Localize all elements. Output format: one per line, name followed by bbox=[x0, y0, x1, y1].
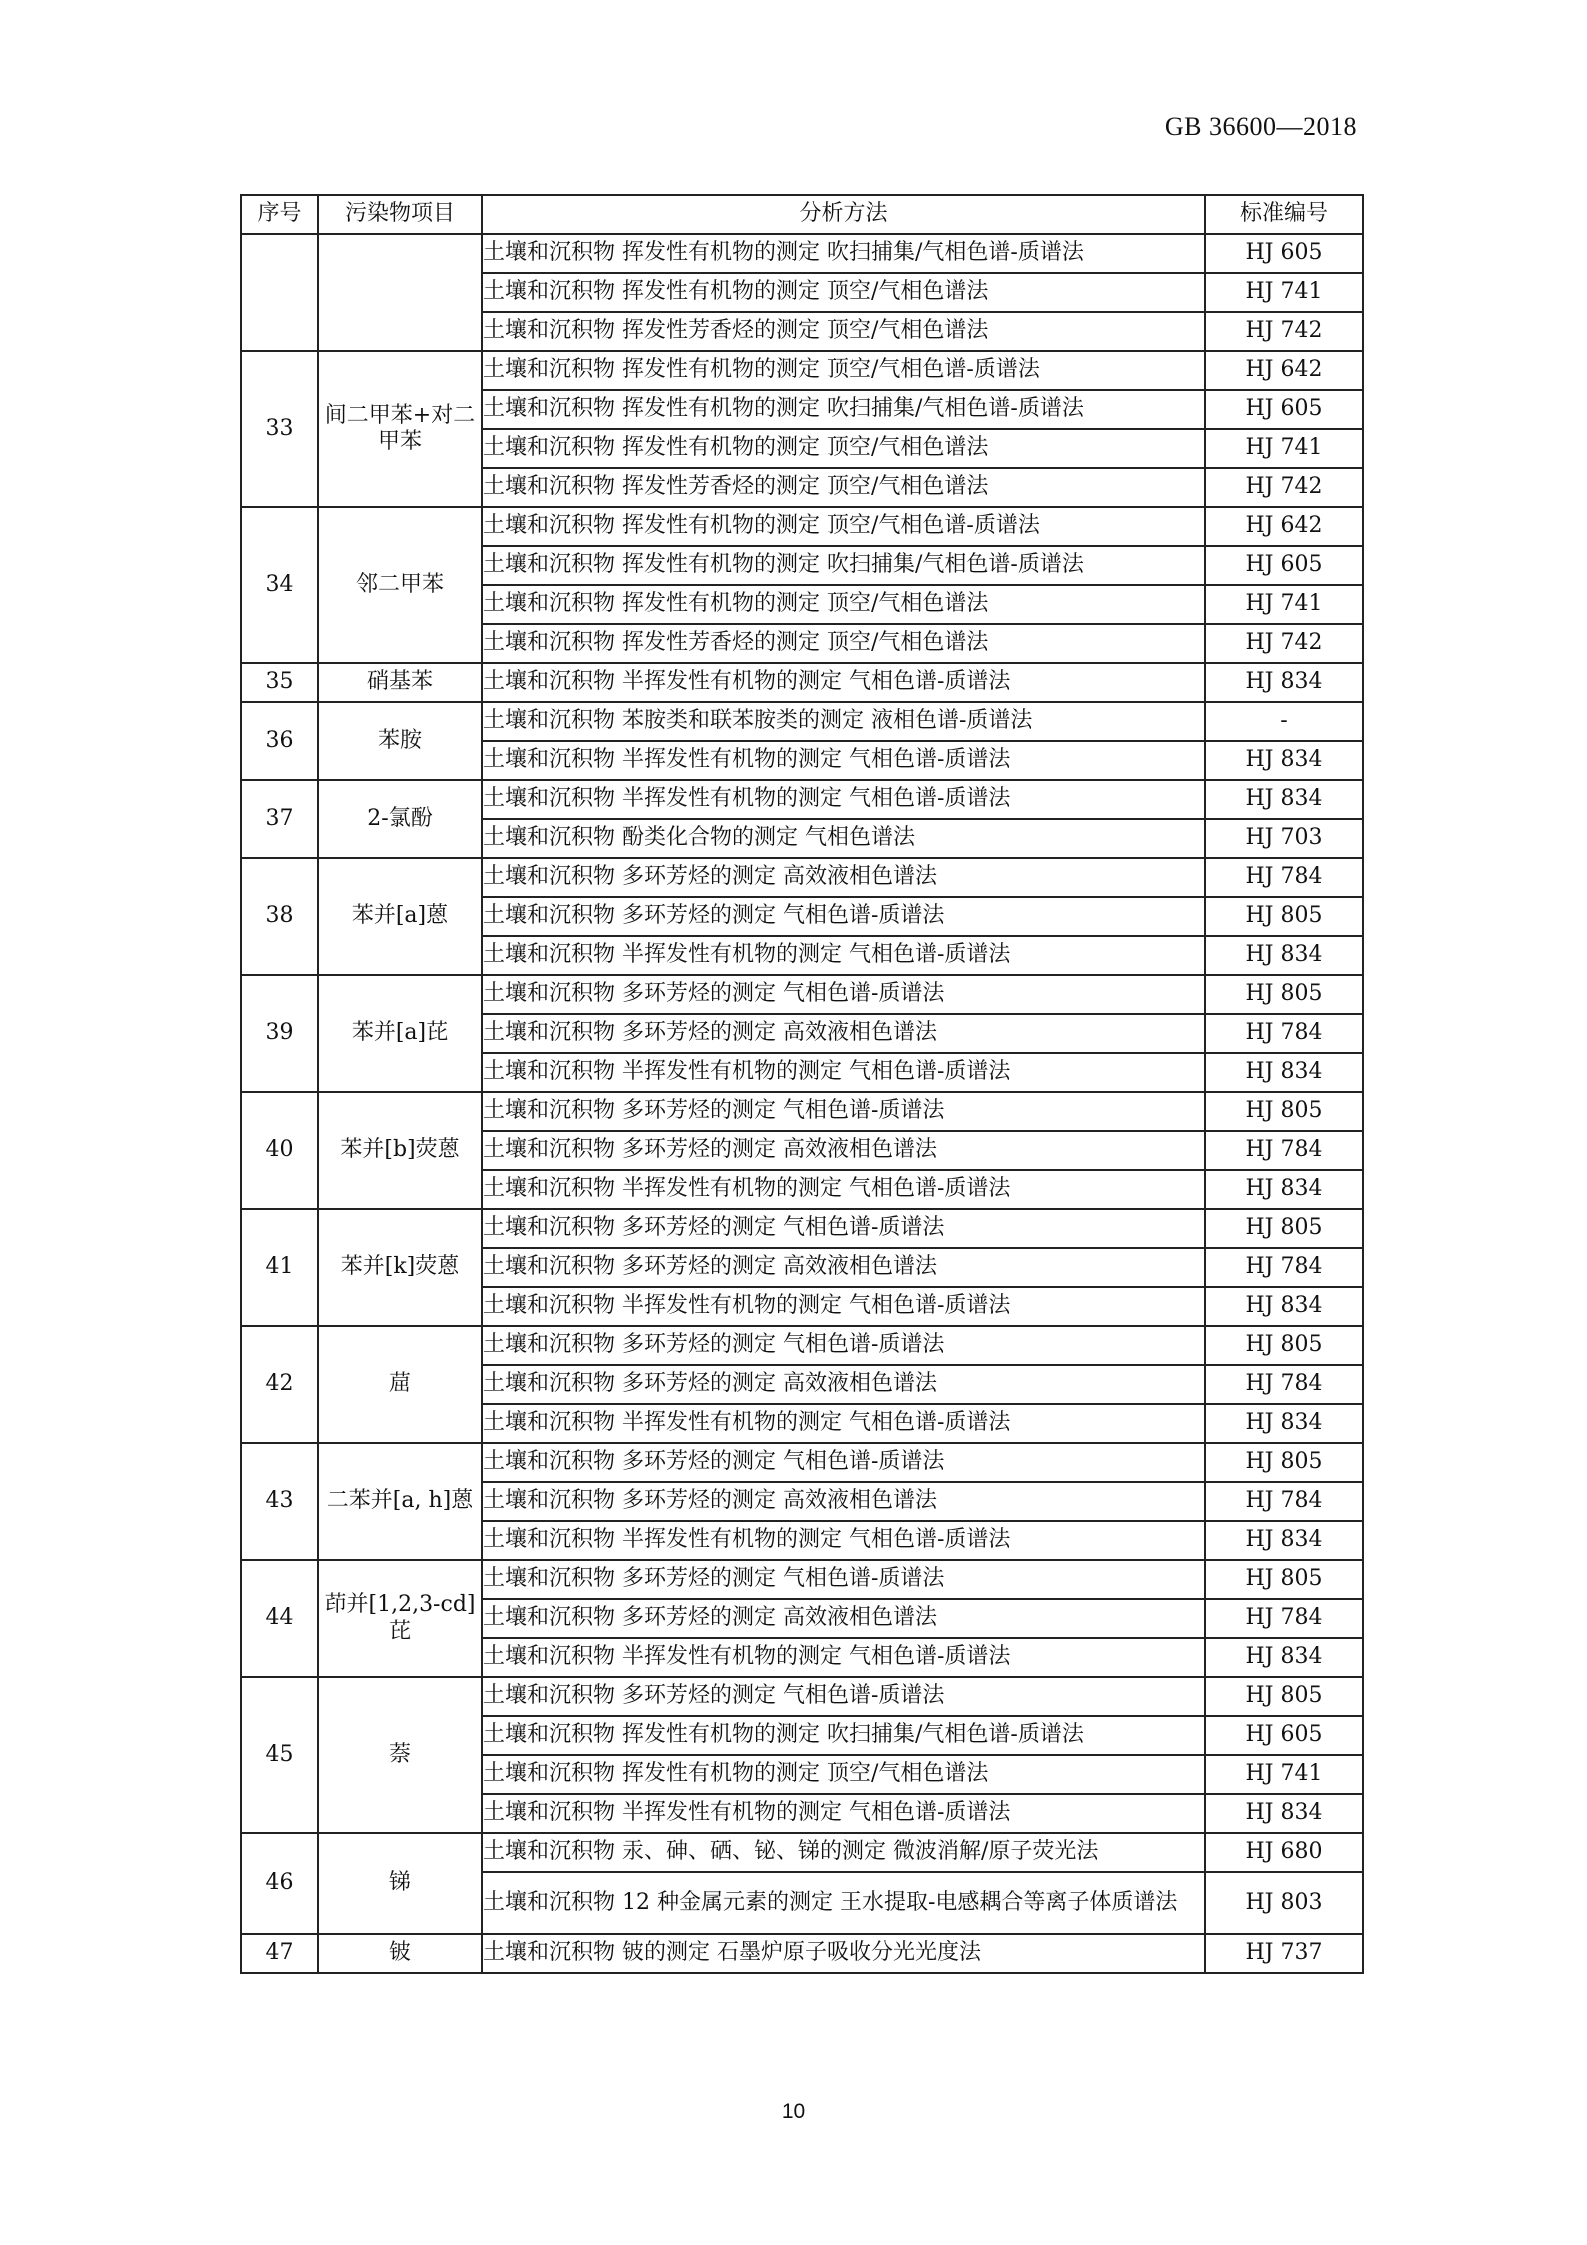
standard-code-cell: HJ 805 bbox=[1205, 975, 1363, 1014]
pollutant-item-cell: 苯并[b]荧蒽 bbox=[318, 1092, 482, 1209]
analysis-method-cell: 土壤和沉积物 挥发性芳香烃的测定 顶空/气相色谱法 bbox=[482, 624, 1205, 663]
standard-code-cell: HJ 834 bbox=[1205, 1287, 1363, 1326]
serial-number-cell: 44 bbox=[241, 1560, 318, 1677]
standard-code-cell: HJ 642 bbox=[1205, 507, 1363, 546]
pollutant-item-cell: 苯胺 bbox=[318, 702, 482, 780]
standard-code-cell: HJ 834 bbox=[1205, 1053, 1363, 1092]
standard-code-cell: HJ 805 bbox=[1205, 897, 1363, 936]
document-code: GB 36600—2018 bbox=[1164, 112, 1357, 141]
standard-code-cell: HJ 737 bbox=[1205, 1934, 1363, 1973]
analysis-method-cell: 土壤和沉积物 多环芳烃的测定 气相色谱-质谱法 bbox=[482, 1326, 1205, 1365]
table-row bbox=[241, 663, 1363, 702]
analysis-method-cell: 土壤和沉积物 多环芳烃的测定 高效液相色谱法 bbox=[482, 1482, 1205, 1521]
pollutant-item-cell: 邻二甲苯 bbox=[318, 507, 482, 663]
table-row bbox=[241, 780, 1363, 819]
analysis-method-cell: 土壤和沉积物 半挥发性有机物的测定 气相色谱-质谱法 bbox=[482, 1287, 1205, 1326]
analysis-method-cell: 土壤和沉积物 铍的测定 石墨炉原子吸收分光光度法 bbox=[482, 1934, 1205, 1973]
analysis-method-cell: 土壤和沉积物 挥发性有机物的测定 吹扫捕集/气相色谱-质谱法 bbox=[482, 234, 1205, 273]
analysis-method-cell: 土壤和沉积物 挥发性芳香烃的测定 顶空/气相色谱法 bbox=[482, 312, 1205, 351]
serial-number-cell: 35 bbox=[241, 663, 318, 702]
analysis-method-cell: 土壤和沉积物 酚类化合物的测定 气相色谱法 bbox=[482, 819, 1205, 858]
serial-number-cell: 36 bbox=[241, 702, 318, 780]
standard-code-cell: HJ 741 bbox=[1205, 273, 1363, 312]
table-row bbox=[241, 1443, 1363, 1482]
table-row bbox=[241, 702, 1363, 741]
analysis-method-cell: 土壤和沉积物 挥发性有机物的测定 吹扫捕集/气相色谱-质谱法 bbox=[482, 546, 1205, 585]
pollutant-item-cell: 苯并[k]荧蒽 bbox=[318, 1209, 482, 1326]
standard-code-cell: - bbox=[1205, 702, 1363, 741]
standard-code-cell: HJ 605 bbox=[1205, 1716, 1363, 1755]
serial-number-cell: 47 bbox=[241, 1934, 318, 1973]
table-body bbox=[241, 234, 1363, 1973]
analysis-method-cell: 土壤和沉积物 挥发性有机物的测定 顶空/气相色谱法 bbox=[482, 1755, 1205, 1794]
table-row bbox=[241, 1326, 1363, 1365]
standard-code-cell: HJ 834 bbox=[1205, 1638, 1363, 1677]
pollutant-item-cell: 䓛 bbox=[318, 1326, 482, 1443]
analysis-method-cell: 土壤和沉积物 半挥发性有机物的测定 气相色谱-质谱法 bbox=[482, 1404, 1205, 1443]
analysis-method-cell: 土壤和沉积物 半挥发性有机物的测定 气相色谱-质谱法 bbox=[482, 1794, 1205, 1833]
analysis-method-cell: 土壤和沉积物 12 种金属元素的测定 王水提取-电感耦合等离子体质谱法 bbox=[482, 1872, 1205, 1934]
standard-code-cell: HJ 834 bbox=[1205, 741, 1363, 780]
analysis-method-cell: 土壤和沉积物 多环芳烃的测定 气相色谱-质谱法 bbox=[482, 1092, 1205, 1131]
pollutant-item-cell: 苯并[a]芘 bbox=[318, 975, 482, 1092]
pollutant-item-cell: 苯并[a]蒽 bbox=[318, 858, 482, 975]
page-number: 10 bbox=[781, 2100, 806, 2123]
serial-number-cell: 39 bbox=[241, 975, 318, 1092]
serial-number-cell: 42 bbox=[241, 1326, 318, 1443]
standard-code-cell: HJ 784 bbox=[1205, 1014, 1363, 1053]
analysis-method-cell: 土壤和沉积物 多环芳烃的测定 高效液相色谱法 bbox=[482, 858, 1205, 897]
analysis-method-cell: 土壤和沉积物 多环芳烃的测定 气相色谱-质谱法 bbox=[482, 1677, 1205, 1716]
standard-code-cell: HJ 741 bbox=[1205, 429, 1363, 468]
analysis-method-cell: 土壤和沉积物 多环芳烃的测定 气相色谱-质谱法 bbox=[482, 897, 1205, 936]
analysis-method-cell: 土壤和沉积物 挥发性有机物的测定 顶空/气相色谱-质谱法 bbox=[482, 351, 1205, 390]
standard-code-cell: HJ 834 bbox=[1205, 663, 1363, 702]
analysis-method-cell: 土壤和沉积物 多环芳烃的测定 气相色谱-质谱法 bbox=[482, 1443, 1205, 1482]
serial-number-cell: 38 bbox=[241, 858, 318, 975]
header-serial-number: 序号 bbox=[241, 195, 318, 234]
standard-code-cell: HJ 742 bbox=[1205, 312, 1363, 351]
pollutant-item-cell: 萘 bbox=[318, 1677, 482, 1833]
analysis-methods-table bbox=[240, 194, 1364, 1974]
standard-code-cell: HJ 834 bbox=[1205, 936, 1363, 975]
analysis-method-cell: 土壤和沉积物 挥发性芳香烃的测定 顶空/气相色谱法 bbox=[482, 468, 1205, 507]
pollutant-item-cell bbox=[318, 234, 482, 351]
table-row bbox=[241, 1934, 1363, 1973]
header-pollutant-item: 污染物项目 bbox=[318, 195, 482, 234]
standard-code-cell: HJ 805 bbox=[1205, 1092, 1363, 1131]
table-row bbox=[241, 1677, 1363, 1716]
standard-code-cell: HJ 805 bbox=[1205, 1677, 1363, 1716]
analysis-method-cell: 土壤和沉积物 半挥发性有机物的测定 气相色谱-质谱法 bbox=[482, 936, 1205, 975]
analysis-method-cell: 土壤和沉积物 苯胺类和联苯胺类的测定 液相色谱-质谱法 bbox=[482, 702, 1205, 741]
standard-code-cell: HJ 742 bbox=[1205, 468, 1363, 507]
pollutant-item-cell: 茚并[1,2,3-cd]芘 bbox=[318, 1560, 482, 1677]
standard-code-cell: HJ 605 bbox=[1205, 234, 1363, 273]
serial-number-cell: 37 bbox=[241, 780, 318, 858]
standard-code-cell: HJ 805 bbox=[1205, 1443, 1363, 1482]
standard-code-cell: HJ 834 bbox=[1205, 1521, 1363, 1560]
analysis-method-cell: 土壤和沉积物 多环芳烃的测定 气相色谱-质谱法 bbox=[482, 1560, 1205, 1599]
serial-number-cell: 41 bbox=[241, 1209, 318, 1326]
table-row bbox=[241, 234, 1363, 273]
serial-number-cell: 34 bbox=[241, 507, 318, 663]
analysis-method-cell: 土壤和沉积物 多环芳烃的测定 高效液相色谱法 bbox=[482, 1014, 1205, 1053]
standard-code-cell: HJ 784 bbox=[1205, 858, 1363, 897]
standard-code-cell: HJ 741 bbox=[1205, 1755, 1363, 1794]
serial-number-cell: 40 bbox=[241, 1092, 318, 1209]
standard-code-cell: HJ 741 bbox=[1205, 585, 1363, 624]
standard-code-cell: HJ 680 bbox=[1205, 1833, 1363, 1872]
serial-number-cell: 45 bbox=[241, 1677, 318, 1833]
analysis-method-cell: 土壤和沉积物 半挥发性有机物的测定 气相色谱-质谱法 bbox=[482, 1521, 1205, 1560]
standard-code-cell: HJ 605 bbox=[1205, 546, 1363, 585]
analysis-method-cell: 土壤和沉积物 挥发性有机物的测定 吹扫捕集/气相色谱-质谱法 bbox=[482, 390, 1205, 429]
table-row bbox=[241, 1209, 1363, 1248]
standard-code-cell: HJ 805 bbox=[1205, 1560, 1363, 1599]
pollutant-item-cell: 二苯并[a, h]蒽 bbox=[318, 1443, 482, 1560]
table-row bbox=[241, 858, 1363, 897]
table-row bbox=[241, 1092, 1363, 1131]
standard-code-cell: HJ 784 bbox=[1205, 1248, 1363, 1287]
table-row bbox=[241, 507, 1363, 546]
standard-code-cell: HJ 805 bbox=[1205, 1209, 1363, 1248]
analysis-method-cell: 土壤和沉积物 半挥发性有机物的测定 气相色谱-质谱法 bbox=[482, 780, 1205, 819]
analysis-method-cell: 土壤和沉积物 半挥发性有机物的测定 气相色谱-质谱法 bbox=[482, 1170, 1205, 1209]
standard-code-cell: HJ 703 bbox=[1205, 819, 1363, 858]
analysis-method-cell: 土壤和沉积物 半挥发性有机物的测定 气相色谱-质谱法 bbox=[482, 1053, 1205, 1092]
serial-number-cell bbox=[241, 234, 318, 351]
standard-code-cell: HJ 784 bbox=[1205, 1365, 1363, 1404]
table-row bbox=[241, 1833, 1363, 1872]
standard-code-cell: HJ 834 bbox=[1205, 1404, 1363, 1443]
standard-code-cell: HJ 803 bbox=[1205, 1872, 1363, 1934]
analysis-method-cell: 土壤和沉积物 汞、砷、硒、铋、锑的测定 微波消解/原子荧光法 bbox=[482, 1833, 1205, 1872]
standard-code-cell: HJ 605 bbox=[1205, 390, 1363, 429]
analysis-method-cell: 土壤和沉积物 半挥发性有机物的测定 气相色谱-质谱法 bbox=[482, 741, 1205, 780]
header-standard-code: 标准编号 bbox=[1205, 195, 1363, 234]
analysis-method-cell: 土壤和沉积物 挥发性有机物的测定 顶空/气相色谱-质谱法 bbox=[482, 507, 1205, 546]
standard-code-cell: HJ 834 bbox=[1205, 1794, 1363, 1833]
table-header-row bbox=[241, 195, 1363, 234]
analysis-method-cell: 土壤和沉积物 多环芳烃的测定 高效液相色谱法 bbox=[482, 1365, 1205, 1404]
analysis-method-cell: 土壤和沉积物 多环芳烃的测定 高效液相色谱法 bbox=[482, 1248, 1205, 1287]
analysis-method-cell: 土壤和沉积物 多环芳烃的测定 气相色谱-质谱法 bbox=[482, 1209, 1205, 1248]
pollutant-item-cell: 锑 bbox=[318, 1833, 482, 1934]
analysis-method-cell: 土壤和沉积物 多环芳烃的测定 高效液相色谱法 bbox=[482, 1599, 1205, 1638]
table-row bbox=[241, 1560, 1363, 1599]
standard-code-cell: HJ 784 bbox=[1205, 1482, 1363, 1521]
standard-code-cell: HJ 742 bbox=[1205, 624, 1363, 663]
pollutant-item-cell: 铍 bbox=[318, 1934, 482, 1973]
analysis-method-cell: 土壤和沉积物 多环芳烃的测定 气相色谱-质谱法 bbox=[482, 975, 1205, 1014]
analysis-method-cell: 土壤和沉积物 挥发性有机物的测定 顶空/气相色谱法 bbox=[482, 585, 1205, 624]
standard-code-cell: HJ 834 bbox=[1205, 1170, 1363, 1209]
analysis-method-cell: 土壤和沉积物 半挥发性有机物的测定 气相色谱-质谱法 bbox=[482, 663, 1205, 702]
analysis-method-cell: 土壤和沉积物 挥发性有机物的测定 顶空/气相色谱法 bbox=[482, 273, 1205, 312]
serial-number-cell: 46 bbox=[241, 1833, 318, 1934]
serial-number-cell: 33 bbox=[241, 351, 318, 507]
table-row bbox=[241, 351, 1363, 390]
standard-code-cell: HJ 784 bbox=[1205, 1599, 1363, 1638]
standard-code-cell: HJ 834 bbox=[1205, 780, 1363, 819]
analysis-method-cell: 土壤和沉积物 多环芳烃的测定 高效液相色谱法 bbox=[482, 1131, 1205, 1170]
standard-code-cell: HJ 805 bbox=[1205, 1326, 1363, 1365]
standard-code-cell: HJ 642 bbox=[1205, 351, 1363, 390]
analysis-method-cell: 土壤和沉积物 半挥发性有机物的测定 气相色谱-质谱法 bbox=[482, 1638, 1205, 1677]
table-row bbox=[241, 975, 1363, 1014]
standard-code-cell: HJ 784 bbox=[1205, 1131, 1363, 1170]
pollutant-item-cell: 硝基苯 bbox=[318, 663, 482, 702]
pollutant-item-cell: 间二甲苯+对二甲苯 bbox=[318, 351, 482, 507]
analysis-method-cell: 土壤和沉积物 挥发性有机物的测定 吹扫捕集/气相色谱-质谱法 bbox=[482, 1716, 1205, 1755]
pollutant-item-cell: 2-氯酚 bbox=[318, 780, 482, 858]
serial-number-cell: 43 bbox=[241, 1443, 318, 1560]
header-analysis-method: 分析方法 bbox=[482, 195, 1205, 234]
analysis-method-cell: 土壤和沉积物 挥发性有机物的测定 顶空/气相色谱法 bbox=[482, 429, 1205, 468]
